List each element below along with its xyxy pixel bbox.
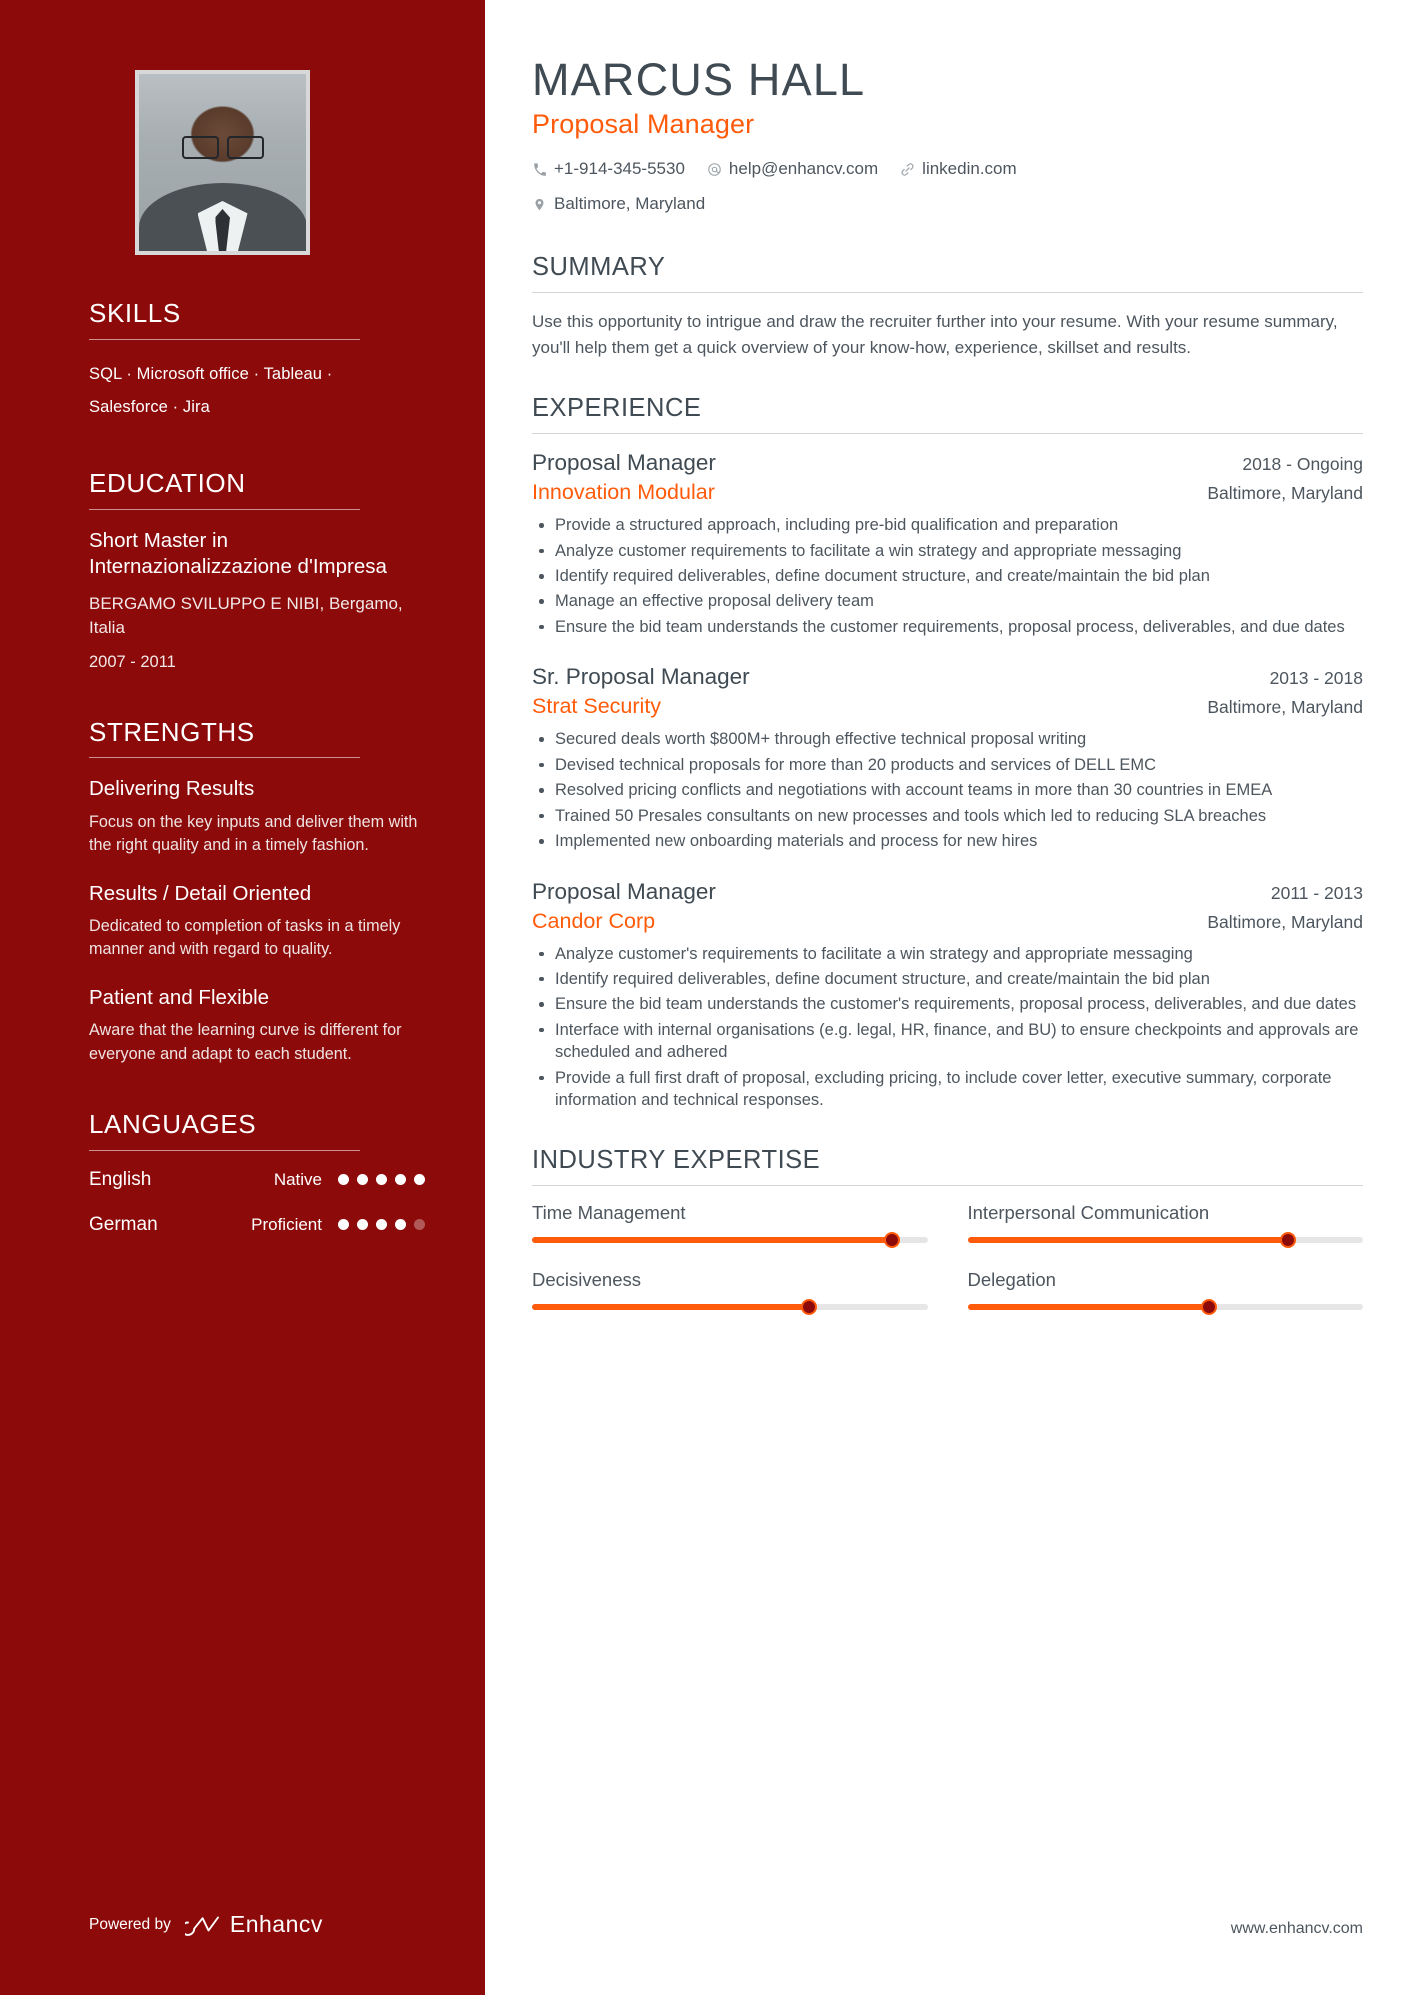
language-row [89, 1214, 425, 1236]
strength-title: Results / Detail Oriented [89, 881, 312, 905]
rating-dot [338, 1219, 349, 1230]
experience-item-subheader [532, 694, 1363, 719]
candidate-name: MARCUS HALL [532, 54, 866, 105]
experience-divider [532, 433, 1363, 434]
experience-bullet: Identify required deliverables, define document structure, and create/maintain the bid plan [532, 565, 1363, 587]
experience-role: Proposal Manager [532, 450, 716, 476]
expertise-slider-fill [968, 1237, 1288, 1243]
powered-by-label: Powered by [89, 1915, 171, 1933]
strengths-heading: STRENGTHS [89, 716, 255, 747]
contact-location-text: Baltimore, Maryland [554, 194, 706, 214]
expertise-slider-knob[interactable] [1201, 1299, 1217, 1315]
expertise-item [968, 1202, 1364, 1243]
education-organization: BERGAMO SVILUPPO E NIBI, Bergamo, Italia [89, 594, 403, 637]
rating-dot [357, 1174, 368, 1185]
avatar-glasses-shape [182, 136, 264, 156]
brand-name: Enhancv [229, 1911, 323, 1937]
rating-dot [376, 1174, 387, 1185]
sidebar-footer [89, 1911, 323, 1938]
strength-item [89, 881, 425, 962]
experience-bullet: Provide a full first draft of proposal, excluding pricing, to include cover letter, executive summary, corporate information and technical responses. [532, 1067, 1363, 1112]
experience-item [532, 664, 1363, 852]
contact-link-text: linkedin.com [922, 159, 1017, 179]
industry-expertise-heading: INDUSTRY EXPERTISE [532, 1145, 821, 1174]
skills-heading: SKILLS [89, 298, 181, 328]
experience-item-header [532, 450, 1363, 476]
strength-description: Focus on the key inputs and deliver them with the right quality and in a timely fashion. [89, 812, 418, 855]
experience-bullets [532, 514, 1363, 638]
languages-heading: LANGUAGES [89, 1109, 257, 1140]
experience-bullet: Resolved pricing conflicts and negotiations with account teams in more than 30 countries in EMEA [532, 779, 1363, 801]
skills-line-1: SQL · Microsoft office · Tableau · [89, 364, 333, 383]
strength-title: Patient and Flexible [89, 985, 270, 1009]
language-rating-dots [338, 1174, 425, 1185]
location-pin-icon [532, 197, 547, 212]
rating-dot [395, 1219, 406, 1230]
rating-dot [357, 1219, 368, 1230]
experience-item-header [532, 664, 1363, 690]
strengths-divider [89, 757, 360, 758]
rating-dot-empty [414, 1219, 425, 1230]
sidebar [0, 0, 485, 1995]
phone-icon [532, 162, 547, 177]
experience-heading: EXPERIENCE [532, 394, 702, 423]
expertise-label: Delegation [967, 1268, 1056, 1290]
contact-row [532, 155, 1363, 219]
rating-dot [338, 1174, 349, 1185]
experience-bullets [532, 943, 1363, 1112]
rating-dot [376, 1219, 387, 1230]
rating-dot [414, 1174, 425, 1185]
language-level: Native [273, 1169, 322, 1189]
contact-phone-text: +1-914-345-5530 [554, 159, 685, 179]
expertise-slider-track[interactable] [968, 1237, 1364, 1243]
resume-header [532, 55, 1363, 219]
experience-bullet: Secured deals worth $800M+ through effective technical proposal writing [532, 728, 1363, 750]
summary-section [532, 253, 1363, 360]
strength-description: Dedicated to completion of tasks in a timely manner and with regard to quality. [89, 917, 401, 959]
experience-bullet: Identify required deliverables, define document structure, and create/maintain the bid plan [532, 968, 1363, 990]
expertise-slider-knob[interactable] [801, 1299, 817, 1315]
enhancv-logo [185, 1911, 323, 1938]
education-entry [89, 528, 425, 674]
language-rating-dots [338, 1219, 425, 1230]
experience-dates: 2013 - 2018 [1269, 668, 1363, 689]
strength-title: Delivering Results [89, 777, 255, 801]
experience-bullet: Devised technical proposals for more than 20 products and services of DELL EMC [532, 754, 1363, 776]
experience-bullet: Interface with internal organisations (e.g. legal, HR, finance, and BU) to ensure checkpoints and approvals are scheduled and adhered [532, 1019, 1363, 1064]
language-row [89, 1169, 425, 1191]
skills-line-2: Salesforce · Jira [89, 398, 210, 417]
link-icon [900, 162, 915, 177]
experience-bullet: Provide a structured approach, including pre-bid qualification and preparation [532, 514, 1363, 536]
expertise-slider-knob[interactable] [884, 1232, 900, 1248]
education-dates: 2007 - 2011 [89, 653, 176, 672]
education-degree: Short Master in Internazionalizzazione d'Impresa [89, 528, 387, 579]
experience-role: Proposal Manager [532, 878, 716, 904]
avatar [135, 70, 310, 255]
contact-email-text: help@enhancv.com [728, 159, 879, 179]
strengths-section [89, 718, 425, 1066]
expertise-item [968, 1269, 1364, 1310]
experience-bullet: Ensure the bid team understands the customer's requirements, proposal process, deliverables, and due dates [532, 993, 1363, 1015]
experience-location: Baltimore, Maryland [1207, 697, 1363, 718]
industry-expertise-section [532, 1146, 1363, 1310]
experience-company: Candor Corp [532, 908, 656, 933]
experience-bullet: Analyze customer's requirements to facilitate a win strategy and appropriate messaging [532, 943, 1363, 965]
education-divider [89, 509, 360, 510]
experience-bullet: Implemented new onboarding materials and process for new hires [532, 830, 1363, 852]
summary-divider [532, 292, 1363, 293]
expertise-item [532, 1269, 928, 1310]
experience-role: Sr. Proposal Manager [532, 664, 750, 690]
expertise-slider-fill [532, 1304, 809, 1310]
experience-item [532, 450, 1363, 638]
experience-bullets [532, 728, 1363, 852]
experience-dates: 2011 - 2013 [1270, 882, 1363, 903]
experience-location: Baltimore, Maryland [1207, 483, 1363, 504]
rating-dot [395, 1174, 406, 1185]
summary-heading: SUMMARY [532, 253, 666, 282]
experience-company: Innovation Modular [532, 480, 715, 505]
experience-dates: 2018 - Ongoing [1242, 454, 1363, 475]
main-content [485, 0, 1410, 1995]
languages-section [89, 1110, 425, 1236]
language-name: German [89, 1213, 158, 1235]
industry-expertise-divider [532, 1185, 1363, 1186]
expertise-slider-track[interactable] [532, 1237, 928, 1243]
skills-section [89, 299, 425, 425]
avatar-photo [139, 74, 306, 251]
experience-bullet: Manage an effective proposal delivery team [532, 590, 1363, 612]
experience-bullet: Trained 50 Presales consultants on new processes and tools which led to reducing SLA breaches [532, 805, 1363, 827]
skills-divider [89, 339, 360, 340]
expertise-slider-track[interactable] [532, 1304, 928, 1310]
experience-item-subheader [532, 480, 1363, 505]
strength-description: Aware that the learning curve is different for everyone and adapt to each student. [89, 1021, 402, 1063]
expertise-slider-knob[interactable] [1280, 1232, 1296, 1248]
summary-text: Use this opportunity to intrigue and draw the recruiter further into your resume. With your resume summary, you'll help them get a quick overview of your know-how, experience, skillset and results. [532, 312, 1338, 357]
education-heading: EDUCATION [89, 468, 246, 499]
email-icon [707, 162, 722, 177]
experience-item-header [532, 879, 1363, 905]
experience-bullet: Ensure the bid team understands the customer requirements, proposal process, deliverables, and due dates [532, 616, 1363, 638]
enhancv-mark-icon [185, 1913, 221, 1937]
strength-item [89, 985, 425, 1066]
language-level: Proficient [251, 1214, 322, 1234]
expertise-slider-fill [968, 1304, 1209, 1310]
contact-location [532, 190, 1363, 219]
experience-company: Strat Security [532, 694, 662, 719]
expertise-slider-fill [532, 1237, 892, 1243]
contact-link[interactable] [900, 155, 1017, 184]
experience-item-subheader [532, 909, 1363, 934]
expertise-slider-track[interactable] [968, 1304, 1364, 1310]
experience-item [532, 879, 1363, 1112]
experience-section [532, 394, 1363, 1111]
experience-bullet: Analyze customer requirements to facilitate a win strategy and appropriate messaging [532, 540, 1363, 562]
contact-email[interactable] [707, 155, 878, 184]
language-name: English [89, 1168, 152, 1190]
education-section [89, 469, 425, 673]
candidate-job-title: Proposal Manager [532, 109, 755, 140]
expertise-label: Interpersonal Communication [967, 1201, 1210, 1223]
expertise-label: Time Management [532, 1201, 686, 1223]
expertise-grid [532, 1202, 1363, 1310]
strength-item [89, 776, 425, 857]
experience-location: Baltimore, Maryland [1207, 911, 1363, 932]
contact-phone[interactable] [532, 155, 685, 184]
expertise-item [532, 1202, 928, 1243]
expertise-label: Decisiveness [532, 1268, 641, 1290]
languages-divider [89, 1150, 360, 1151]
website-footer: www.enhancv.com [1230, 1920, 1363, 1937]
